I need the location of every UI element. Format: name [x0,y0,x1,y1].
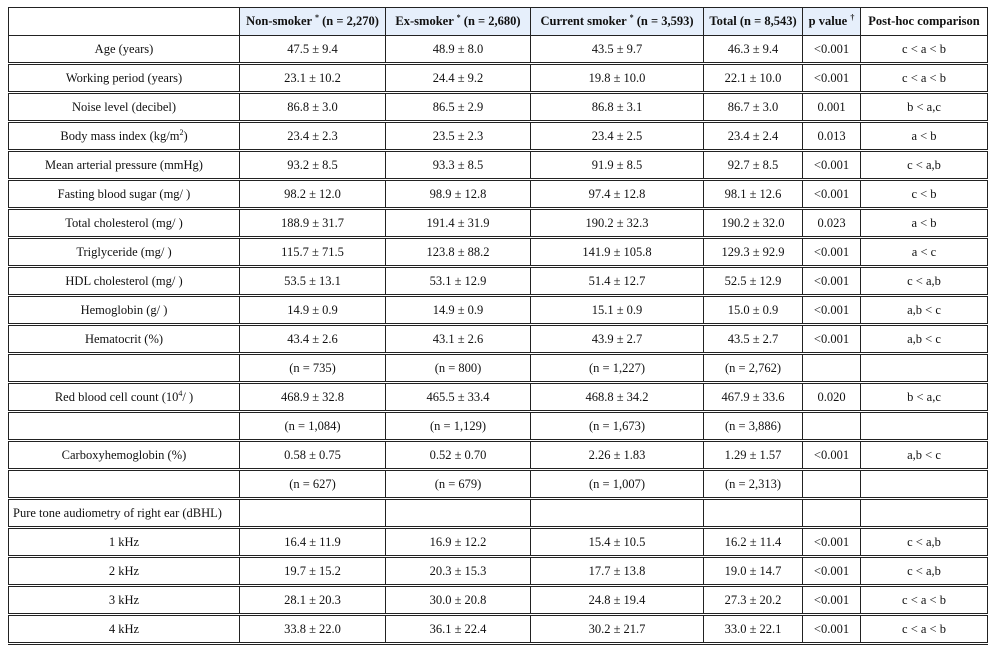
table-row [9,528,988,557]
p-value [803,499,861,528]
p-value: <0.001 [803,586,861,615]
ex-smoker-value: 24.4 ± 9.2 [386,64,531,93]
row-label [9,441,240,470]
total-value: 33.0 ± 22.1 [704,615,803,644]
current-smoker-value: 43.9 ± 2.7 [531,325,704,354]
non-smoker-value: 115.7 ± 71.5 [240,238,386,267]
row-label-text: Triglyceride (mg/ ) [76,244,172,259]
header-p-value-mark: † [850,12,855,22]
row-label-text: Hemoglobin (g/ ) [80,302,168,317]
non-smoker-value: 86.8 ± 3.0 [240,93,386,122]
header-non-smoker-label: Non-smoker [246,14,312,28]
ex-smoker-value: 48.9 ± 8.0 [386,36,531,64]
ex-smoker-value: 93.3 ± 8.5 [386,151,531,180]
post-hoc-value: a < c [861,238,988,267]
total-value: 190.2 ± 32.0 [704,209,803,238]
table-row [9,383,988,412]
row-label-text: Total cholesterol (mg/ ) [65,215,183,230]
table-body [9,36,988,644]
header-current-smoker-n: (n = 3,593) [636,14,694,28]
row-label [9,93,240,122]
current-smoker-value: 15.4 ± 10.5 [531,528,704,557]
row-label-superscript: 4 [178,388,183,398]
table-row [9,209,988,238]
table-row [9,354,988,383]
row-label [9,354,240,383]
total-value [704,499,803,528]
non-smoker-value: 28.1 ± 20.3 [240,586,386,615]
non-smoker-value: 0.58 ± 0.75 [240,441,386,470]
header-ex-smoker-label: Ex-smoker [395,14,454,28]
row-label-text: Fasting blood sugar (mg/ ) [57,186,191,201]
ex-smoker-value: 465.5 ± 33.4 [386,383,531,412]
total-value: 46.3 ± 9.4 [704,36,803,64]
row-label-text: Noise level (decibel) [71,99,177,114]
current-smoker-value: 30.2 ± 21.7 [531,615,704,644]
non-smoker-value: 468.9 ± 32.8 [240,383,386,412]
ex-smoker-value: 23.5 ± 2.3 [386,122,531,151]
non-smoker-value: 16.4 ± 11.9 [240,528,386,557]
p-value: <0.001 [803,64,861,93]
non-smoker-value: 23.4 ± 2.3 [240,122,386,151]
total-value: 19.0 ± 14.7 [704,557,803,586]
row-label [9,615,240,644]
total-value: (n = 2,313) [704,470,803,499]
ex-smoker-value: 0.52 ± 0.70 [386,441,531,470]
non-smoker-value: 33.8 ± 22.0 [240,615,386,644]
post-hoc-value: c < a,b [861,267,988,296]
current-smoker-value: 91.9 ± 8.5 [531,151,704,180]
current-smoker-value: (n = 1,227) [531,354,704,383]
post-hoc-value: a < b [861,122,988,151]
p-value: 0.013 [803,122,861,151]
post-hoc-value: a,b < c [861,441,988,470]
ex-smoker-value: 20.3 ± 15.3 [386,557,531,586]
data-table [8,7,988,645]
p-value: <0.001 [803,151,861,180]
post-hoc-value: c < a,b [861,151,988,180]
table-row [9,325,988,354]
post-hoc-value [861,412,988,441]
row-label [9,238,240,267]
non-smoker-value: 98.2 ± 12.0 [240,180,386,209]
total-value: 92.7 ± 8.5 [704,151,803,180]
row-label-text: Age (years) [94,41,154,56]
p-value: <0.001 [803,528,861,557]
total-value: 15.0 ± 0.9 [704,296,803,325]
ex-smoker-value: 86.5 ± 2.9 [386,93,531,122]
post-hoc-value: a,b < c [861,296,988,325]
p-value: <0.001 [803,615,861,644]
p-value [803,354,861,383]
header-current-smoker-mark: * [629,12,634,22]
total-value: 43.5 ± 2.7 [704,325,803,354]
table-row [9,267,988,296]
total-value: 129.3 ± 92.9 [704,238,803,267]
row-label-text: 2 kHz [108,563,140,578]
table-row [9,180,988,209]
post-hoc-value: a,b < c [861,325,988,354]
ex-smoker-value: 16.9 ± 12.2 [386,528,531,557]
current-smoker-value: 190.2 ± 32.3 [531,209,704,238]
row-label-text: Working period (years) [65,70,183,85]
p-value: <0.001 [803,267,861,296]
table-row [9,64,988,93]
header-ex-smoker [386,8,531,36]
row-label-text: 3 kHz [108,592,140,607]
header-total: Total (n = 8,543) [704,8,803,36]
ex-smoker-value: 123.8 ± 88.2 [386,238,531,267]
table-row [9,615,988,644]
p-value: 0.001 [803,93,861,122]
row-label-text: 1 kHz [108,534,140,549]
row-label [9,528,240,557]
total-value: 52.5 ± 12.9 [704,267,803,296]
row-label [9,64,240,93]
table-row [9,238,988,267]
post-hoc-value [861,470,988,499]
p-value: <0.001 [803,238,861,267]
header-current-smoker [531,8,704,36]
current-smoker-value: 468.8 ± 34.2 [531,383,704,412]
row-label [9,412,240,441]
post-hoc-value: b < a,c [861,93,988,122]
p-value: <0.001 [803,325,861,354]
table-row [9,412,988,441]
post-hoc-value: c < a < b [861,615,988,644]
p-value: <0.001 [803,36,861,64]
header-ex-smoker-mark: * [456,12,461,22]
row-label [9,557,240,586]
non-smoker-value: 14.9 ± 0.9 [240,296,386,325]
non-smoker-value [240,499,386,528]
row-label [9,325,240,354]
table-row [9,441,988,470]
total-value: (n = 2,762) [704,354,803,383]
row-label-text: Body mass index (kg/m [60,128,180,143]
non-smoker-value: 19.7 ± 15.2 [240,557,386,586]
total-value: 1.29 ± 1.57 [704,441,803,470]
ex-smoker-value: 43.1 ± 2.6 [386,325,531,354]
row-label [9,296,240,325]
non-smoker-value: (n = 735) [240,354,386,383]
table-row [9,586,988,615]
p-value: <0.001 [803,296,861,325]
row-label [9,151,240,180]
current-smoker-value: 19.8 ± 10.0 [531,64,704,93]
current-smoker-value: 86.8 ± 3.1 [531,93,704,122]
row-label [9,122,240,151]
header-non-smoker [240,8,386,36]
post-hoc-value: c < a < b [861,64,988,93]
current-smoker-value: 141.9 ± 105.8 [531,238,704,267]
ex-smoker-value: (n = 800) [386,354,531,383]
post-hoc-value: c < a < b [861,36,988,64]
post-hoc-value: c < a,b [861,557,988,586]
post-hoc-value: a < b [861,209,988,238]
header-ex-smoker-n: (n = 2,680) [463,14,521,28]
row-label-text: Carboxyhemoglobin (%) [61,447,187,462]
table-row [9,93,988,122]
row-label-suffix: / ) [182,389,194,404]
total-value: 86.7 ± 3.0 [704,93,803,122]
row-label [9,180,240,209]
p-value [803,470,861,499]
row-label-text: Hematocrit (%) [84,331,164,346]
p-value: <0.001 [803,441,861,470]
ex-smoker-value: 191.4 ± 31.9 [386,209,531,238]
ex-smoker-value: 36.1 ± 22.4 [386,615,531,644]
p-value: <0.001 [803,557,861,586]
table-row [9,151,988,180]
header-empty-cell [9,8,240,36]
row-label [9,267,240,296]
table-row [9,296,988,325]
header-non-smoker-mark: * [314,12,319,22]
total-value: 27.3 ± 20.2 [704,586,803,615]
post-hoc-value [861,499,988,528]
ex-smoker-value: 14.9 ± 0.9 [386,296,531,325]
current-smoker-value: 2.26 ± 1.83 [531,441,704,470]
header-row [9,8,988,36]
current-smoker-value [531,499,704,528]
ex-smoker-value: 53.1 ± 12.9 [386,267,531,296]
p-value [803,412,861,441]
post-hoc-value [861,354,988,383]
table-row [9,499,988,528]
row-label-text: Pure tone audiometry of right ear (dBHL) [13,505,222,520]
header-post-hoc: Post-hoc comparison [861,8,988,36]
total-value: 23.4 ± 2.4 [704,122,803,151]
table-row [9,470,988,499]
post-hoc-value: c < a < b [861,586,988,615]
current-smoker-value: 23.4 ± 2.5 [531,122,704,151]
current-smoker-value: (n = 1,673) [531,412,704,441]
non-smoker-value: 188.9 ± 31.7 [240,209,386,238]
non-smoker-value: 23.1 ± 10.2 [240,64,386,93]
post-hoc-value: c < b [861,180,988,209]
current-smoker-value: 97.4 ± 12.8 [531,180,704,209]
row-label-text: Mean arterial pressure (mmHg) [45,157,203,172]
total-value: 16.2 ± 11.4 [704,528,803,557]
ex-smoker-value: 98.9 ± 12.8 [386,180,531,209]
header-p-value-label: p value [808,14,848,28]
row-label-suffix: ) [183,128,188,143]
table-row [9,122,988,151]
current-smoker-value: 17.7 ± 13.8 [531,557,704,586]
p-value: <0.001 [803,180,861,209]
row-label [9,470,240,499]
non-smoker-value: (n = 627) [240,470,386,499]
p-value: 0.023 [803,209,861,238]
row-label [9,383,240,412]
row-label-text: Red blood cell count (10 [54,389,179,404]
current-smoker-value: 15.1 ± 0.9 [531,296,704,325]
non-smoker-value: (n = 1,084) [240,412,386,441]
current-smoker-value: 24.8 ± 19.4 [531,586,704,615]
post-hoc-value: c < a,b [861,528,988,557]
current-smoker-value: 51.4 ± 12.7 [531,267,704,296]
total-value: 98.1 ± 12.6 [704,180,803,209]
ex-smoker-value [386,499,531,528]
row-label-text: HDL cholesterol (mg/ ) [65,273,183,288]
current-smoker-value: (n = 1,007) [531,470,704,499]
non-smoker-value: 93.2 ± 8.5 [240,151,386,180]
total-value: 467.9 ± 33.6 [704,383,803,412]
non-smoker-value: 47.5 ± 9.4 [240,36,386,64]
table-row [9,36,988,64]
non-smoker-value: 43.4 ± 2.6 [240,325,386,354]
row-label [9,499,240,528]
header-non-smoker-n: (n = 2,270) [322,14,379,28]
total-value: (n = 3,886) [704,412,803,441]
header-current-smoker-label: Current smoker [540,14,627,28]
ex-smoker-value: 30.0 ± 20.8 [386,586,531,615]
header-p-value [803,8,861,36]
row-label [9,586,240,615]
total-value: 22.1 ± 10.0 [704,64,803,93]
row-label [9,36,240,64]
ex-smoker-value: (n = 1,129) [386,412,531,441]
current-smoker-value: 43.5 ± 9.7 [531,36,704,64]
ex-smoker-value: (n = 679) [386,470,531,499]
non-smoker-value: 53.5 ± 13.1 [240,267,386,296]
row-label-text: 4 kHz [108,621,140,636]
table-row [9,557,988,586]
row-label-superscript: 2 [179,127,184,137]
row-label [9,209,240,238]
p-value: 0.020 [803,383,861,412]
post-hoc-value: b < a,c [861,383,988,412]
